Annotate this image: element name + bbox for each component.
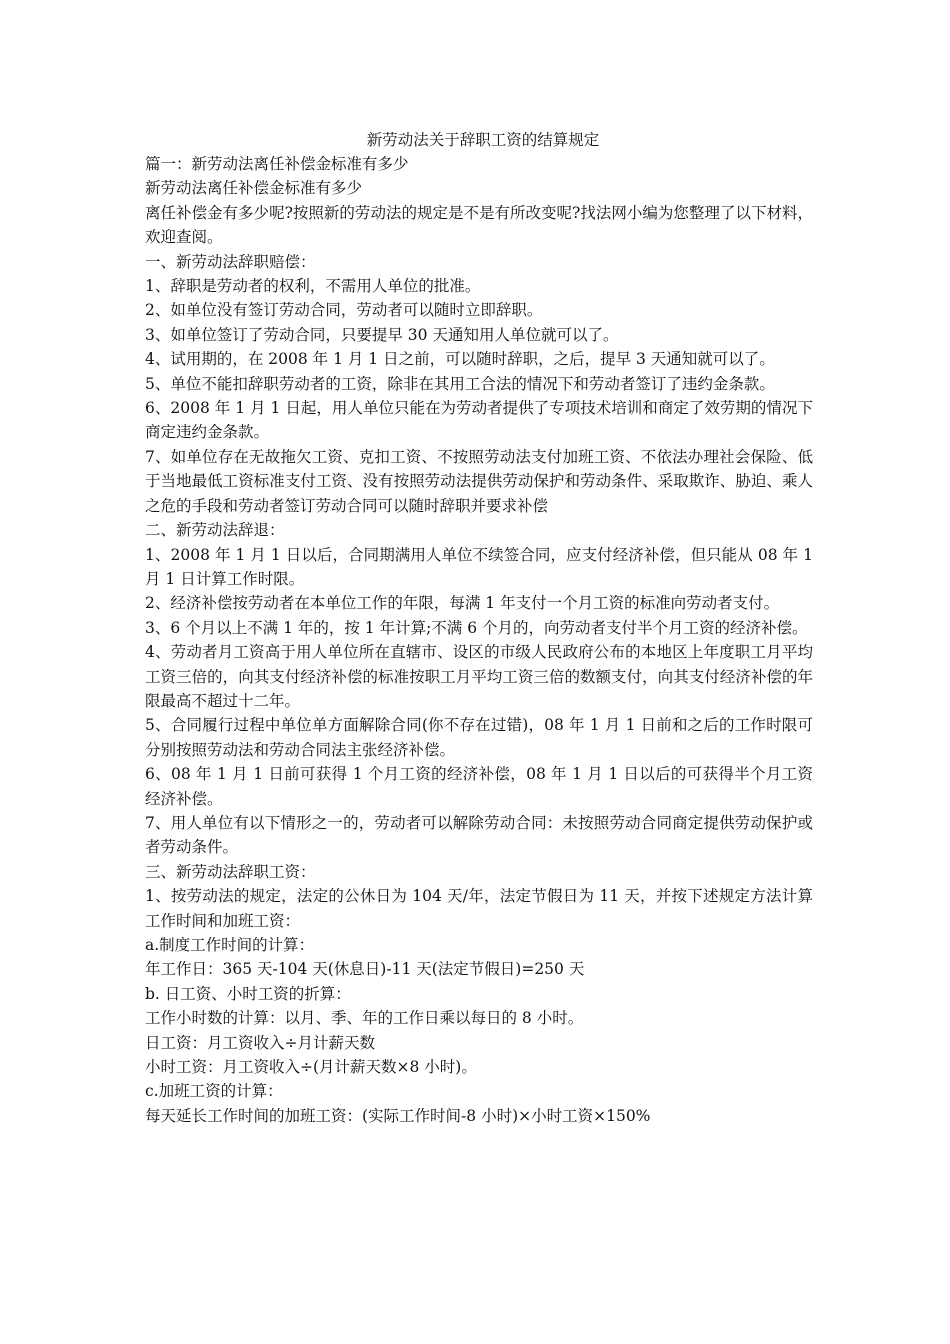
paragraph: 新劳动法离任补偿金标准有多少 (145, 179, 363, 198)
paragraph: 2、经济补偿按劳动者在本单位工作的年限，每满 1 年支付一个月工资的标准向劳动者支付。 (145, 594, 780, 613)
document-title: 新劳动法关于辞职工资的结算规定 (366, 131, 600, 149)
paragraph: 三、新劳动法辞职工资： (145, 862, 316, 881)
paragraph: 7、用人单位有以下情形之一的，劳动者可以解除劳动合同：未按照劳动合同商定提供劳动保护或者劳动条件。 (145, 813, 813, 857)
paragraph: 二、新劳动法辞退： (145, 521, 285, 540)
paragraph: 1、2008 年 1 月 1 日以后，合同期满用人单位不续签合同，应支付经济补偿，但只能从 08 年 1 月 1 日计算工作时限。 (145, 545, 813, 588)
paragraph: b. 日工资、小时工资的折算： (145, 984, 351, 1003)
paragraph: 年工作日：365 天-104 天(休息日)-11 天(法定节假日)=250 天 (145, 960, 585, 979)
paragraph: 3、6 个月以上不满 1 年的，按 1 年计算;不满 6 个月的，向劳动者支付半个月工资的经济补偿。 (145, 618, 808, 637)
paragraph: 4、试用期的，在 2008 年 1 月 1 日之前，可以随时辞职，之后，提早 3 天通知就可以了。 (145, 350, 775, 369)
paragraph: 6、08 年 1 月 1 日前可获得 1 个月工资的经济补偿，08 年 1 月 1 日以后的可获得半个月工资经济补偿。 (145, 765, 813, 808)
paragraph: 工作小时数的计算：以月、季、年的工作日乘以每日的 8 小时。 (145, 1009, 584, 1028)
paragraph: 1、按劳动法的规定，法定的公休日为 104 天/年，法定节假日为 11 天，并按下述规定方法计算工作时间和加班工资： (145, 887, 813, 930)
paragraph: 2、如单位没有签订劳动合同，劳动者可以随时立即辞职。 (145, 301, 543, 320)
paragraph: 篇一：新劳动法离任补偿金标准有多少 (145, 155, 409, 173)
paragraph: 一、新劳动法辞职赔偿： (145, 252, 316, 271)
paragraph: 小时工资：月工资收入÷(月计薪天数×8 小时)。 (145, 1058, 477, 1077)
document-page (145, 128, 813, 1128)
paragraph: 日工资：月工资收入÷月计薪天数 (145, 1033, 375, 1052)
paragraph: 4、劳动者月工资高于用人单位所在直辖市、设区的市级人民政府公布的本地区上年度职工月平均工资三倍的，向其支付经济补偿的标准按职工月平均工资三倍的数额支付，向其支付经济补偿的年限最高不超过十二年。 (145, 643, 813, 710)
paragraph: a.制度工作时间的计算： (145, 936, 315, 954)
paragraph: 1、辞职是劳动者的权利，不需用人单位的批准。 (145, 277, 481, 296)
paragraph: 每天延长工作时间的加班工资：(实际工作时间-8 小时)×小时工资×150% (145, 1106, 651, 1125)
paragraph: 5、合同履行过程中单位单方面解除合同(你不存在过错)，08 年 1 月 1 日前和之后的工作时限可分别按照劳动法和劳动合同法主张经济补偿。 (145, 716, 813, 759)
paragraph: 3、如单位签订了劳动合同，只要提早 30 天通知用人单位就可以了。 (145, 325, 619, 344)
paragraph: 7、如单位存在无故拖欠工资、克扣工资、不按照劳动法支付加班工资、不依法办理社会保险、低于当地最低工资标准支付工资、没有按照劳动法提供劳动保护和劳动条件、采取欺诈、胁迫、乘人之危的手段和劳动者签订劳动合同可以随时辞职并要求补偿 (145, 447, 813, 515)
paragraph: 离任补偿金有多少呢?按照新的劳动法的规定是不是有所改变呢?找法网小编为您整理了以下材料，欢迎查阅。 (145, 203, 813, 247)
document-body (145, 152, 813, 1128)
paragraph: 5、单位不能扣辞职劳动者的工资，除非在其用工合法的情况下和劳动者签订了违约金条款。 (145, 374, 775, 393)
paragraph: c.加班工资的计算： (145, 1082, 283, 1101)
paragraph: 6、2008 年 1 月 1 日起，用人单位只能在为劳动者提供了专项技术培训和商定了效劳期的情况下商定违约金条款。 (145, 399, 813, 442)
